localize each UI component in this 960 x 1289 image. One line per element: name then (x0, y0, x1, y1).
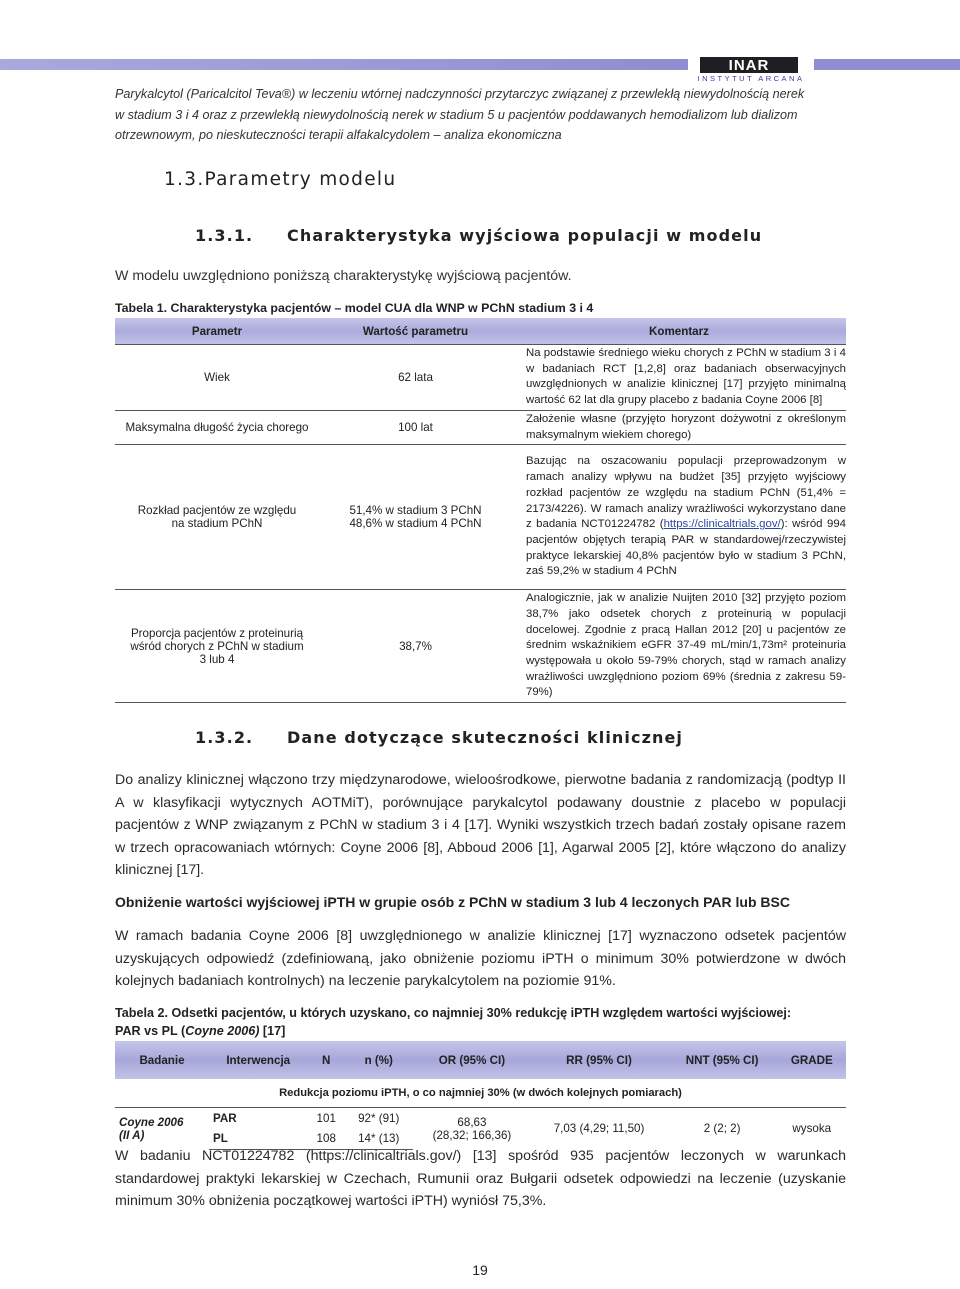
paragraph-3: W badaniu NCT01224782 (https://clinicaltrials.gov/) [13] spośród 935 pacjentów leczonych w warunkach standardowej praktyki lekarskiej w Czechach, Rumunii oraz Bułgarii odsetek odpowiedzi na leczenie (uzyskanie minimum 30% obniżenia początkowej wartości iPTH) wyniósł 75,3%. (115, 1148, 846, 1210)
n-cell: 108 (307, 1129, 345, 1150)
page-number: 19 (472, 1262, 488, 1278)
grade-cell: wysoka (792, 1122, 832, 1136)
header-line-3: otrzewnowym, po nieskuteczności terapii alfakalcydolem – analiza ekonomiczna (115, 128, 562, 142)
caption-part: [17] (259, 1024, 286, 1038)
header-grade: GRADE (778, 1041, 846, 1079)
value-line: 48,6% w stadium 4 PChN (349, 517, 482, 531)
subsection-heading-1 (195, 226, 762, 245)
param-line: Rozkład pacjentów ze względu (137, 504, 297, 518)
logo-name: INAR (700, 57, 798, 73)
comment-cell: Założenie własne (przyjęto horyzont dożywotni z określonym maksymalnym wiekiem chorego) (512, 410, 846, 444)
n-percent-cell: 14* (13) (345, 1129, 413, 1150)
value-cell: 62 lata (319, 345, 512, 411)
n-cell: 101 (316, 1111, 336, 1125)
study-cell (115, 1108, 209, 1150)
or-ci: (28,32; 166,36) (432, 1128, 512, 1142)
header-n-percent: n (%) (345, 1041, 413, 1079)
table-2-caption (115, 1004, 846, 1040)
table-2-subheader-row (115, 1079, 846, 1108)
bold-subheading: Obniżenie wartości wyjściowej iPTH w grupie osób z PChN w stadium 3 lub 4 leczonych PAR lub BSC (115, 894, 790, 910)
param-line: 3 lub 4 (199, 652, 235, 666)
table-row (115, 1108, 846, 1129)
caption-line-2 (115, 1022, 846, 1040)
table-1 (115, 318, 846, 703)
study-type: (II A) (119, 1128, 145, 1142)
header-nnt: NNT (95% CI) (667, 1041, 778, 1079)
table-row (115, 410, 846, 444)
section-heading (164, 169, 396, 190)
table-2 (115, 1041, 846, 1150)
rr-cell: 7,03 (4,29; 11,50) (553, 1122, 645, 1136)
value-cell: 100 lat (319, 410, 512, 444)
nnt-cell: 2 (2; 2) (703, 1122, 741, 1136)
caption-part: PAR vs PL ( (115, 1024, 186, 1038)
header-n: N (307, 1041, 345, 1079)
subsection-heading-2 (195, 728, 683, 747)
clinicaltrials-link[interactable]: https://clinicaltrials.gov/ (663, 518, 781, 531)
header-bar-left (0, 59, 688, 70)
interwencja-cell: PL (209, 1129, 307, 1150)
header-line-1: Parykalcytol (Paricalcitol Teva®) w leczeniu wtórnej nadczynności przytarczyc związanej z przewlekłą niewydolnością nerek (115, 87, 805, 101)
or-cell (413, 1108, 532, 1150)
section-number: 1.3. (164, 169, 205, 190)
comment-cell: Na podstawie średniego wieku chorych z PChN w stadium 3 i 4 w badaniach RCT [1,2,8] oraz badaniach obserwacyjnych uwzględnionych w analizie klinicznej [17] przyjęto minimalną wartość 62 lat dla grupy placebo z badania Coyne 2006 [8] (512, 345, 846, 411)
param-line: Proporcja pacjentów z proteinurią (130, 626, 304, 640)
param-cell (115, 590, 319, 703)
interwencja-cell: PAR (213, 1111, 237, 1125)
running-header (115, 84, 845, 146)
header-line-2: w stadium 3 i 4 oraz z przewlekłą niewydolnością nerek w stadium 5 u pacjentów poddawanych hemodializom lub dializom (115, 107, 798, 122)
table-1-header-row (115, 318, 846, 345)
table-row (115, 590, 846, 703)
table-1-caption: Tabela 1. Charakterystyka pacjentów – model CUA dla WNP w PChN stadium 3 i 4 (115, 301, 594, 315)
subsection-2-title: Dane dotyczące skuteczności klinicznej (287, 728, 684, 747)
table-1-header-comment: Komentarz (512, 318, 846, 345)
intro-text: W modelu uwzględniono poniższą charakterystykę wyjściową pacjentów. (115, 268, 572, 284)
table-2-header-row (115, 1041, 846, 1079)
caption-italic: Coyne 2006) (185, 1024, 260, 1038)
logo-subtitle: INSTYTUT ARCANA (697, 74, 805, 83)
param-line: na stadium PChN (171, 517, 263, 531)
paragraph-2: W ramach badania Coyne 2006 [8] uwzględnionego w analizie klinicznej [17] wyznaczono odsetek pacjentów uzyskujących odpowiedź (zdefiniowaną, jako obniżenie poziomu iPTH o minimum 30% potwierdzone w dwóch kolejnych badaniach kontrolnych) na leczenie parykalcytolem na poziomie 91%. (115, 928, 846, 990)
param-cell: Wiek (115, 345, 319, 411)
table-1-header-parametr: Parametr (115, 318, 319, 345)
caption-line-1: Tabela 2. Odsetki pacjentów, u których uzyskano, co najmniej 30% redukcję iPTH względem wartości wyjściowej: (115, 1006, 792, 1020)
or-value: 68,63 (457, 1115, 487, 1129)
table-row (115, 345, 846, 411)
header-badanie: Badanie (115, 1041, 209, 1079)
n-percent-cell: 92* (91) (358, 1111, 400, 1125)
comment-cell: Analogicznie, jak w analizie Nuijten 2010 [32] przyjęto poziom 38,7% jako odsetek chorych z proteinurią w populacji docelowej. Zgodnie z pracą Hallan 2012 [20] u pacjentów ze średnim wskaźnikiem eGFR 37-49 mL/min/1,73m² proteinuria występowała u około 59-79% chorych, stąd w ramach analizy wrażliwości uwzględniono poziom 69% (średnia z zakresu 59-79%) (512, 590, 846, 703)
param-cell (115, 445, 319, 590)
value-cell (319, 445, 512, 590)
section-title: Parametry modelu (204, 169, 397, 190)
paragraph-1: Do analizy klinicznej włączono trzy międzynarodowe, wieloośrodkowe, pierwotne badania z randomizacją (podtyp II A w klasyfikacji wytycznych AOTMiT), porównujące parykalcytol podawany doustnie z placebo w populacji pacjentów z WNP związanym z PChN w stadium 3 i 4 [17]. Wyniki wszystkich trzech badań zostały opisane razem w trzech opracowaniach wtórnych: Coyne 2006 [8], Abboud 2006 [1], Agarwal 2005 [2], które włączono do analizy klinicznej [17]. (115, 772, 846, 879)
header-bar-right (814, 59, 960, 70)
table-2-subheader: Redukcja poziomu iPTH, o co najmniej 30% (w dwóch kolejnych pomiarach) (115, 1079, 846, 1108)
subsection-1-title: Charakterystyka wyjściowa populacji w modelu (287, 226, 763, 245)
value-cell: 38,7% (319, 590, 512, 703)
subsection-1-number: 1.3.1. (195, 226, 254, 245)
header-rr: RR (95% CI) (531, 1041, 666, 1079)
param-line: wśród chorych z PChN w stadium (130, 639, 304, 653)
header-interwencja: Interwencja (209, 1041, 307, 1079)
comment-text-b: ): wśród 994 pacjentów objętych terapią PAR w standardowej/rzeczywistej praktyce lekarskiej 40,8% pacjentów było w stadium 3 PChN, zaś 59,2% w stadium 4 PChN (526, 518, 846, 578)
value-line: 51,4% w stadium 3 PChN (349, 504, 482, 518)
table-row (115, 445, 846, 590)
header-or: OR (95% CI) (413, 1041, 532, 1079)
param-cell: Maksymalna długość życia chorego (115, 410, 319, 444)
table-1-header-value: Wartość parametru (319, 318, 512, 345)
comment-cell (512, 445, 846, 590)
comment-text-a: Bazując na oszacowaniu populacji przeprowadzonym w ramach analizy wpływu na budżet [35] przyjęto wyjściowy rozkład pacjentów ze względu na stadium PChN (51,4% = 2173/4226). W ramach analizy wrażliwości wykorzystano dane z badania NCT01224782 ( (526, 455, 846, 531)
study-name: Coyne 2006 (119, 1115, 184, 1129)
inar-logo (695, 57, 807, 85)
subsection-2-number: 1.3.2. (195, 728, 254, 747)
